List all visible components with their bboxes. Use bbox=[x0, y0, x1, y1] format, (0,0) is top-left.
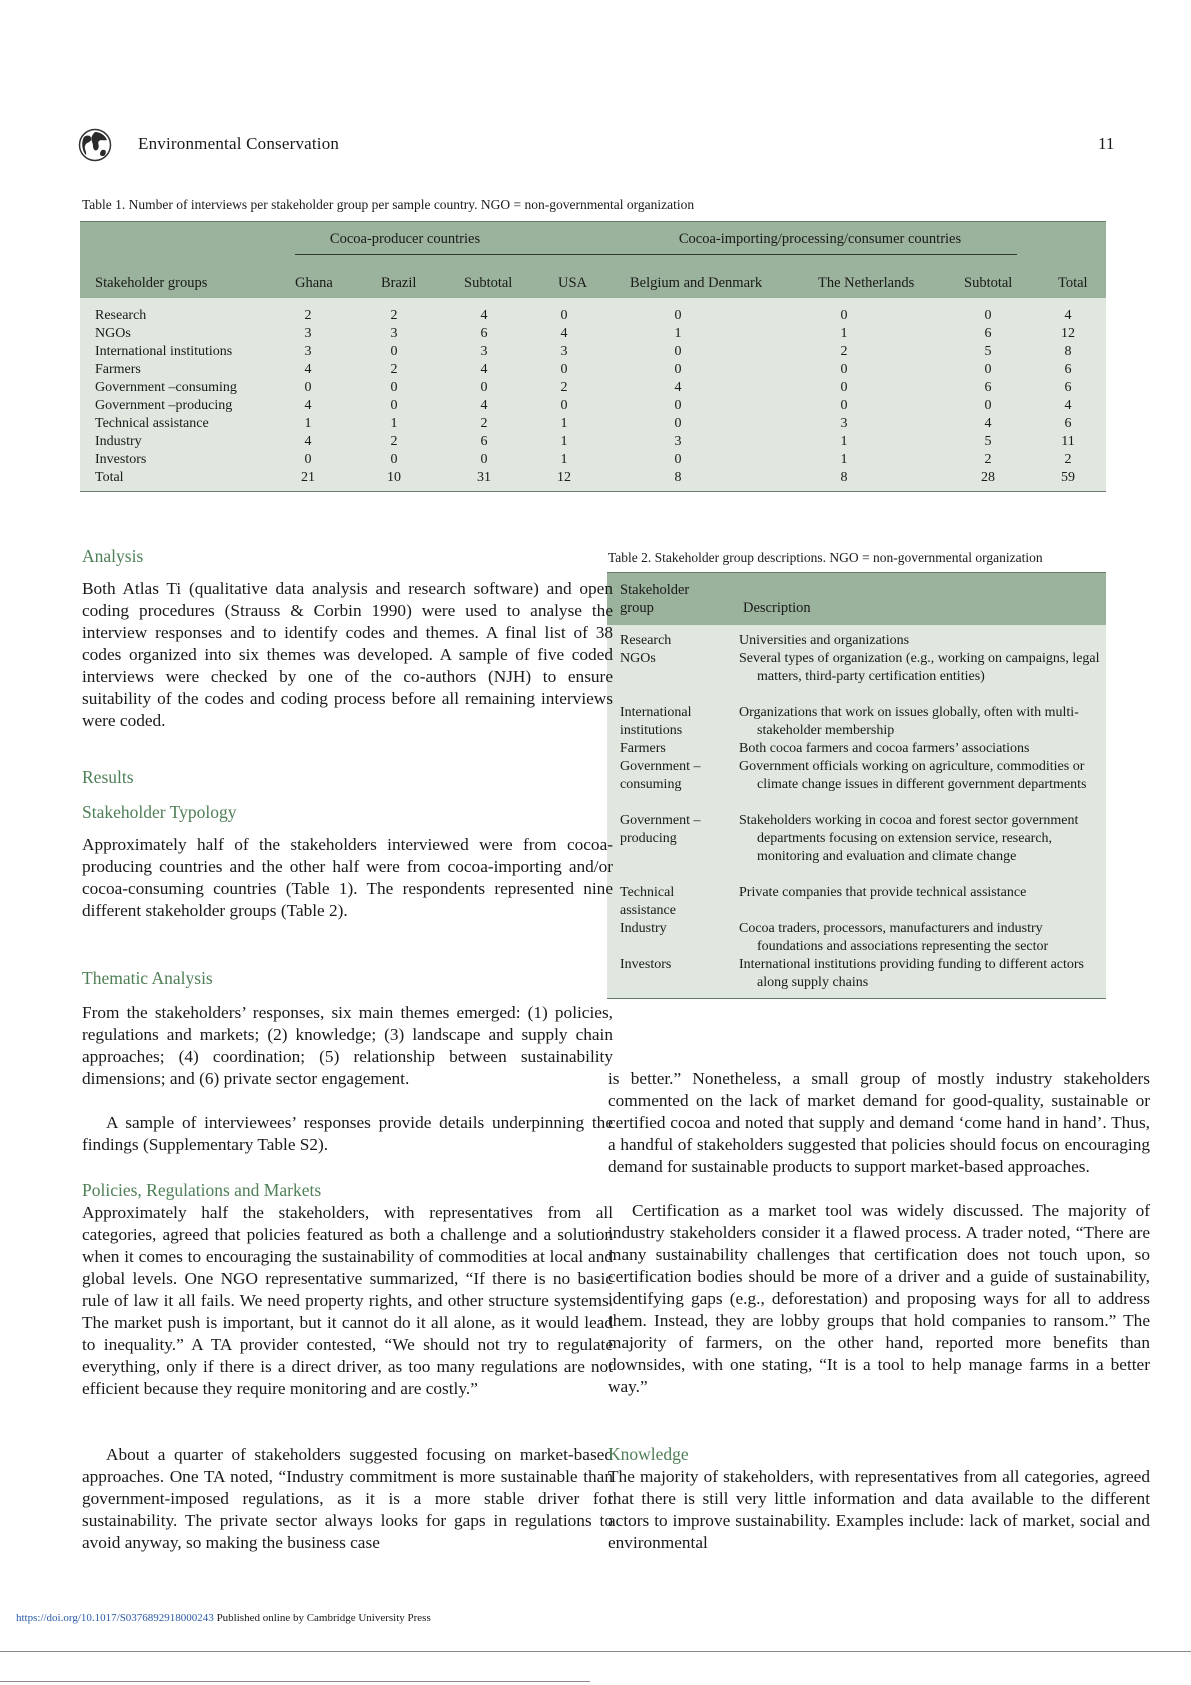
table1-cell: 2 bbox=[390, 308, 398, 323]
page-rule bbox=[0, 1681, 590, 1682]
doi-link[interactable]: https://doi.org/10.1017/S0376892918000243 bbox=[16, 1612, 214, 1624]
table2-row-group: Farmers bbox=[620, 741, 666, 756]
table1-cell: 4 bbox=[1064, 308, 1072, 323]
table1-cell: 3 bbox=[674, 434, 682, 449]
table1-group-rule bbox=[565, 254, 1017, 255]
table1-cell: 11 bbox=[1061, 434, 1075, 449]
section-heading-typology: Stakeholder Typology bbox=[82, 802, 237, 822]
table1-cell: 1 bbox=[840, 326, 848, 341]
table1-cell: 8 bbox=[674, 470, 682, 485]
table1-row-label: Farmers bbox=[95, 362, 141, 377]
table1-cell: 28 bbox=[981, 470, 995, 485]
table1-cell: 59 bbox=[1061, 470, 1075, 485]
paragraph-thematic-1: From the stakeholders’ responses, six main themes emerged: (1) policies, regulations and markets; (2) knowledge; (3) landscape and supply chain approaches; (4) coordination; (5) relationship between sustainability dimensions; and (6) private sector engagement. bbox=[82, 1003, 613, 1088]
table1-cell: 0 bbox=[674, 398, 682, 413]
table1-col-header: Stakeholder groups bbox=[95, 275, 208, 291]
table1-col-header: Ghana bbox=[295, 275, 333, 291]
table1-col-header: Brazil bbox=[381, 275, 417, 291]
table1-row-label: Industry bbox=[95, 434, 142, 449]
paragraph-policies-2: About a quarter of stakeholders suggested focusing on market-based approaches. One TA noted, “Industry commitment is more sustainable than government-imposed regulations, as it is a more stable driver for sustainability. The private sector always looks for gaps in regulations to avoid anyway, so making the business case bbox=[82, 1445, 613, 1552]
table1-cell: 8 bbox=[840, 470, 848, 485]
table2-row-desc-text: International institutions providing funding to different actors along supply chains bbox=[739, 957, 1085, 990]
table1-cell: 6 bbox=[480, 326, 488, 341]
paragraph-typology: Approximately half of the stakeholders interviewed were from cocoa-producing countries and the other half were from cocoa-importing and/or cocoa-consuming countries (Table 1). The respondents represented nine different stakeholder groups (Table 2). bbox=[82, 835, 613, 920]
table1-cell: 0 bbox=[674, 452, 682, 467]
table2-row-desc bbox=[739, 812, 1103, 866]
table2-row-group: Industry bbox=[620, 921, 667, 936]
table2-row-desc bbox=[739, 884, 1103, 902]
table1-cell: 4 bbox=[984, 416, 992, 431]
table1-cell: 4 bbox=[480, 362, 488, 377]
table1-cell: 3 bbox=[304, 344, 312, 359]
table1-cell: 2 bbox=[390, 362, 398, 377]
table1-row-label: International institutions bbox=[95, 344, 233, 359]
table1-cell: 0 bbox=[840, 362, 848, 377]
table1-cell: 0 bbox=[674, 362, 682, 377]
table1-cell: 0 bbox=[560, 362, 568, 377]
table1-caption: Table 1. Number of interviews per stakeholder group per sample country. NGO = non-governmental organization bbox=[82, 197, 695, 212]
globe-logo-icon bbox=[78, 128, 112, 162]
table2-row-desc-text: Organizations that work on issues globally, often with multi-stakeholder membership bbox=[739, 705, 1079, 738]
table1-row-label: Research bbox=[95, 308, 147, 323]
table1-cell: 5 bbox=[984, 434, 992, 449]
table1-cell: 0 bbox=[840, 308, 848, 323]
table1-group-producer: Cocoa-producer countries bbox=[329, 231, 481, 247]
table1-cell: 3 bbox=[560, 344, 568, 359]
table1-cell: 0 bbox=[390, 452, 398, 467]
table1-cell: 3 bbox=[390, 326, 398, 341]
table1-row-label: Government –producing bbox=[95, 398, 233, 413]
table2-row-desc-text: Universities and organizations bbox=[739, 633, 910, 648]
table1-row-label: Investors bbox=[95, 452, 147, 467]
table1-cell: 4 bbox=[1064, 398, 1072, 413]
table1-col-header: Subtotal bbox=[464, 275, 513, 291]
paragraph-certification: Certification as a market tool was widely discussed. The majority of industry stakeholders consider it a flawed process. A trader noted, “There are many sustainability challenges that certification does not touch upon, so certification bodies should be more of a driver and a guide of sustainability, identifying gaps (e.g., deforestation) and proposing ways for all to address them. Instead, they are lobby groups that hold companies to ransom.” The majority of farmers, on the other hand, reported more benefits than downsides, with one stating, “It is a tool to help manage farms in a better way.” bbox=[608, 1201, 1150, 1396]
table2-row-group: International institutions bbox=[620, 705, 692, 738]
table1-cell: 6 bbox=[984, 326, 992, 341]
table1-cell: 0 bbox=[390, 380, 398, 395]
paragraph-knowledge: The majority of stakeholders, with representatives from all categories, agreed that there is still very little information and data available to the different actors to improve sustainability. Examples include: lack of market, social and environmental bbox=[608, 1467, 1150, 1552]
table2-row-group: NGOs bbox=[620, 651, 656, 666]
table2-row-desc bbox=[739, 632, 1103, 650]
table1-cell: 0 bbox=[984, 362, 992, 377]
table1-cell: 0 bbox=[674, 308, 682, 323]
table1-cell: 3 bbox=[840, 416, 848, 431]
table1-cell: 8 bbox=[1064, 344, 1072, 359]
table1-cell: 1 bbox=[390, 416, 398, 431]
table2-row-desc-text: Cocoa traders, processors, manufacturers and industry foundations and associations representing the sector bbox=[739, 921, 1049, 954]
table1-col-header: Belgium and Denmark bbox=[630, 275, 763, 291]
table1-cell: 1 bbox=[560, 452, 568, 467]
table2-row-desc bbox=[739, 740, 1103, 758]
table1-row-label: Government –consuming bbox=[95, 380, 237, 395]
table1-cell: 0 bbox=[390, 344, 398, 359]
table2-col-group: group bbox=[620, 600, 654, 616]
journal-title: Environmental Conservation bbox=[138, 134, 340, 153]
paragraph-policies-1: Approximately half the stakeholders, with representatives from all categories, agreed that policies featured as both a challenge and a solution when it comes to encouraging the sustainability of commodities at local and global levels. One NGO representative summarized, “If there is no basic rule of law it all fails. We need property rights, and other structure systems. The market push is important, but it cannot do it all alone, as it would lead to inequality.” A TA provider contested, “We should not try to regulate everything, only if there is a direct driver, as too many regulations are not efficient because they require monitoring and are costly.” bbox=[82, 1203, 613, 1398]
table1-group-rule bbox=[295, 254, 603, 255]
table2-row-desc bbox=[739, 956, 1103, 992]
section-heading-analysis: Analysis bbox=[82, 546, 144, 566]
table1-cell: 6 bbox=[1064, 380, 1072, 395]
section-heading-thematic: Thematic Analysis bbox=[82, 968, 213, 988]
table1-cell: 0 bbox=[480, 380, 488, 395]
table2-row-group: Research bbox=[620, 633, 672, 648]
table1-cell: 1 bbox=[840, 434, 848, 449]
table1-cell: 2 bbox=[1064, 452, 1072, 467]
table2-row-group: Technical assistance bbox=[620, 885, 676, 918]
table2-row-desc bbox=[739, 920, 1103, 956]
table1 bbox=[80, 221, 1106, 492]
table1-cell: 6 bbox=[1064, 416, 1072, 431]
table1-cell: 4 bbox=[304, 362, 312, 377]
table1-cell: 2 bbox=[480, 416, 488, 431]
table1-cell: 4 bbox=[674, 380, 682, 395]
table1-col-header: USA bbox=[558, 275, 588, 291]
table1-cell: 4 bbox=[304, 398, 312, 413]
table1-cell: 0 bbox=[304, 452, 312, 467]
table1-cell: 1 bbox=[560, 416, 568, 431]
paragraph-analysis: Both Atlas Ti (qualitative data analysis and research software) and open coding procedures (Strauss & Corbin 1990) were used to analyse the interview responses and to identify codes and themes. A final list of 38 codes organized into six themes was developed. A sample of five coded interviews were checked by one of the co-authors (NJH) to ensure suitability of the codes and coding process before all remaining interviews were coded. bbox=[82, 579, 613, 730]
table1-col-header: Total bbox=[1058, 275, 1088, 291]
table2-row-desc bbox=[739, 650, 1103, 686]
table2-row-desc bbox=[739, 704, 1103, 740]
section-heading-policies: Policies, Regulations and Markets bbox=[82, 1180, 322, 1200]
table1-cell: 0 bbox=[840, 398, 848, 413]
table2-row-desc-text: Stakeholders working in cocoa and forest sector government departments focusing on extension service, research, monitoring and evaluation and climate change bbox=[739, 813, 1079, 864]
table1-cell: 3 bbox=[480, 344, 488, 359]
footer bbox=[16, 1612, 431, 1624]
table1-cell: 1 bbox=[560, 434, 568, 449]
section-heading-results: Results bbox=[82, 767, 134, 787]
table1-cell: 0 bbox=[480, 452, 488, 467]
table1-col-header: The Netherlands bbox=[818, 275, 915, 291]
section-heading-knowledge: Knowledge bbox=[608, 1444, 689, 1464]
table2-row-group: Government – consuming bbox=[620, 759, 701, 792]
table1-cell: 31 bbox=[477, 470, 491, 485]
table1-cell: 2 bbox=[984, 452, 992, 467]
published-note: Published online by Cambridge University Press bbox=[213, 1612, 431, 1624]
table1-col-header: Subtotal bbox=[964, 275, 1013, 291]
table1-cell: 0 bbox=[984, 398, 992, 413]
table2-row-desc-text: Government officials working on agriculture, commodities or climate change issues in different government departments bbox=[739, 759, 1087, 792]
paragraph-thematic-2: A sample of interviewees’ responses provide details underpinning the findings (Supplementary Table S2). bbox=[82, 1113, 613, 1154]
page-rule bbox=[0, 1651, 1191, 1652]
table2-col-desc: Description bbox=[743, 600, 811, 616]
table1-cell: 2 bbox=[304, 308, 312, 323]
table1-cell: 21 bbox=[301, 470, 315, 485]
table2-row-group: Government – producing bbox=[620, 813, 701, 846]
table2-row-desc-text: Several types of organization (e.g., working on campaigns, legal matters, third-party certification entities) bbox=[739, 651, 1100, 684]
table1-cell: 1 bbox=[840, 452, 848, 467]
table1-group-consumer: Cocoa-importing/processing/consumer countries bbox=[678, 231, 962, 247]
page-number: 11 bbox=[1098, 134, 1115, 153]
table2-caption: Table 2. Stakeholder group descriptions. NGO = non-governmental organization bbox=[608, 550, 1043, 565]
table1-cell: 1 bbox=[674, 326, 682, 341]
table1-cell: 0 bbox=[840, 380, 848, 395]
paragraph-right-1: is better.” Nonetheless, a small group of mostly industry stakeholders commented on the lack of market demand for good-quality, sustainable or certified cocoa and noted that supply and demand ‘come hand in hand’. Thus, a handful of stakeholders suggested that policies should focus on encouraging demand for sustainable products to support market-based approaches. bbox=[608, 1069, 1150, 1176]
table1-cell: 0 bbox=[674, 344, 682, 359]
table2-col-group: Stakeholder bbox=[620, 582, 690, 598]
table2-row-group: Investors bbox=[620, 957, 672, 972]
table1-cell: 1 bbox=[304, 416, 312, 431]
table1-cell: 10 bbox=[387, 470, 401, 485]
table1-cell: 3 bbox=[304, 326, 312, 341]
table2 bbox=[607, 572, 1106, 999]
table1-cell: 0 bbox=[304, 380, 312, 395]
table1-cell: 12 bbox=[1061, 326, 1075, 341]
table1-cell: 2 bbox=[840, 344, 848, 359]
table1-cell: 0 bbox=[390, 398, 398, 413]
table1-cell: 6 bbox=[480, 434, 488, 449]
table1-cell: 6 bbox=[984, 380, 992, 395]
table1-row-label: Total bbox=[95, 470, 124, 485]
table1-cell: 4 bbox=[480, 308, 488, 323]
table1-cell: 2 bbox=[560, 380, 568, 395]
table1-cell: 0 bbox=[674, 416, 682, 431]
table1-row-label: NGOs bbox=[95, 326, 131, 341]
table1-cell: 4 bbox=[560, 326, 568, 341]
table1-cell: 0 bbox=[560, 308, 568, 323]
table1-cell: 5 bbox=[984, 344, 992, 359]
table1-cell: 12 bbox=[557, 470, 571, 485]
table2-row-desc-text: Private companies that provide technical assistance bbox=[739, 885, 1027, 900]
table1-cell: 4 bbox=[480, 398, 488, 413]
table1-cell: 0 bbox=[984, 308, 992, 323]
table1-cell: 2 bbox=[390, 434, 398, 449]
table1-cell: 4 bbox=[304, 434, 312, 449]
table1-cell: 6 bbox=[1064, 362, 1072, 377]
table1-cell: 0 bbox=[560, 398, 568, 413]
table2-row-desc-text: Both cocoa farmers and cocoa farmers’ associations bbox=[739, 741, 1030, 756]
table2-row-desc bbox=[739, 758, 1103, 794]
table1-row-label: Technical assistance bbox=[95, 416, 209, 431]
